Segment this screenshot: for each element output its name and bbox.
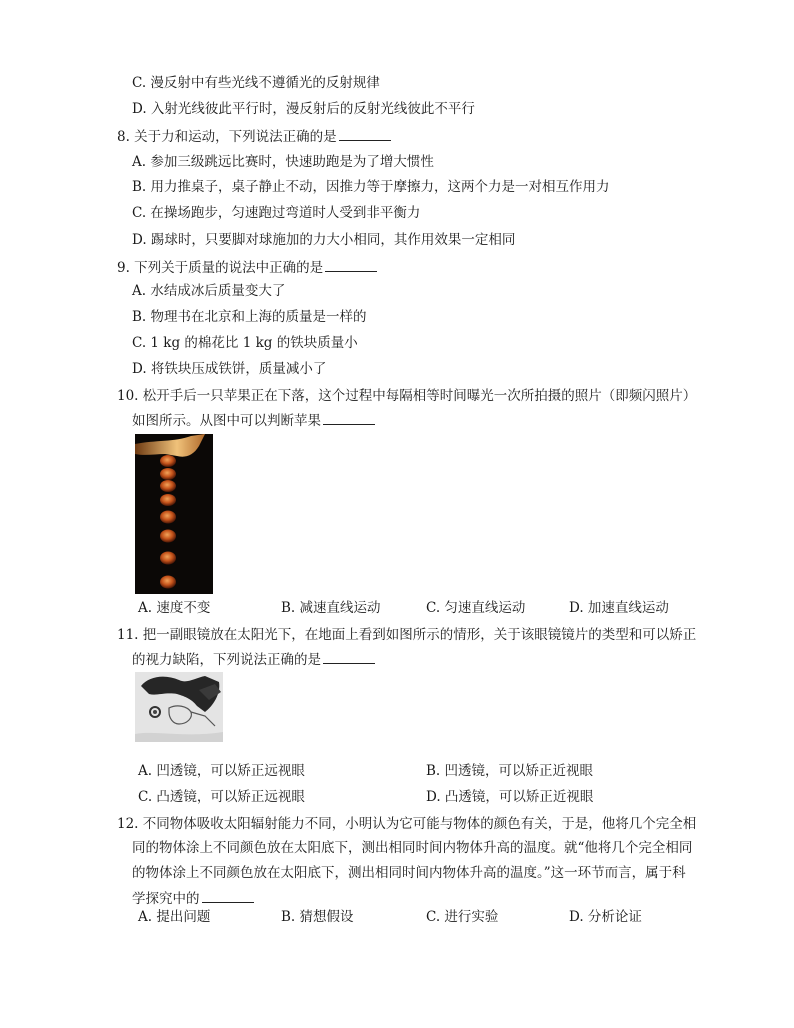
q9-option-a: A. 水结成冰后质量变大了: [132, 283, 286, 299]
q10-stem-line1: 10. 松开手后一只苹果正在下落，这个过程中每隔相等时间曝光一次所拍摄的照片（即频闪照片）: [117, 388, 697, 404]
q11-stem-line1: 11. 把一副眼镜放在太阳光下，在地面上看到如图所示的情形，关于该眼镜镜片的类型和可以矫正: [117, 627, 697, 643]
q12-stem-line3: 的物体涂上不同颜色放在太阳底下，测出相同时间内物体升高的温度。”这一环节而言，属于科: [132, 865, 686, 881]
q10-stem-text: 如图所示。从图中可以判断苹果: [132, 413, 321, 429]
q11-stem-line2: [132, 650, 375, 669]
q8-option-b: B. 用力推桌子，桌子静止不动，因推力等于摩擦力，这两个力是一对相互作用力: [132, 179, 610, 195]
q11-option-d: D. 凸透镜，可以矫正近视眼: [426, 789, 594, 805]
answer-blank: [323, 411, 375, 425]
q8-option-a: A. 参加三级跳远比赛时，快速助跑是为了增大惯性: [132, 154, 434, 170]
q7-option-d: D. 入射光线彼此平行时，漫反射后的反射光线彼此不平行: [132, 101, 475, 117]
q12-stem-text: 学探究中的: [132, 891, 200, 907]
q11-option-c: C. 凸透镜，可以矫正远视眼: [138, 789, 305, 805]
q8-stem: [117, 127, 391, 146]
q9-stem-text: 9. 下列关于质量的说法中正确的是: [117, 260, 324, 276]
q11-option-a: A. 凹透镜，可以矫正远视眼: [138, 763, 305, 779]
apple-photo-graphic: [135, 434, 213, 594]
glasses-shadow-photo: [135, 672, 223, 742]
q10-stem-line2: [132, 411, 375, 430]
q11-options-row2: [138, 788, 698, 806]
q10-option-d: D. 加速直线运动: [569, 600, 669, 616]
q10-option-b: B. 减速直线运动: [281, 600, 381, 616]
q12-stem-line2: 同的物体涂上不同颜色放在太阳底下，测出相同时间内物体升高的温度。就“他将几个完全相同: [132, 840, 693, 856]
q12-stem-line1: 12. 不同物体吸收太阳辐射能力不同，小明认为它可能与物体的颜色有关，于是，他将几个完全相: [117, 816, 697, 832]
q9-stem: [117, 258, 377, 277]
q12-option-d: D. 分析论证: [569, 909, 642, 925]
answer-blank: [325, 258, 377, 272]
q12-option-c: C. 进行实验: [426, 909, 499, 925]
q12-option-a: A. 提出问题: [138, 909, 211, 925]
q9-option-d: D. 将铁块压成铁饼，质量减小了: [132, 361, 327, 377]
falling-apple-strobe-photo: [135, 434, 213, 594]
q12-options: [138, 908, 698, 926]
q9-option-b: B. 物理书在北京和上海的质量是一样的: [132, 309, 367, 325]
q7-option-c: C. 漫反射中有些光线不遵循光的反射规律: [132, 75, 380, 91]
q10-option-c: C. 匀速直线运动: [426, 600, 526, 616]
answer-blank: [323, 650, 375, 664]
q12-option-b: B. 猜想假设: [281, 909, 354, 925]
q8-option-c: C. 在操场跑步，匀速跑过弯道时人受到非平衡力: [132, 205, 421, 221]
glasses-shadow-graphic: [135, 672, 223, 742]
q11-option-b: B. 凹透镜，可以矫正近视眼: [426, 763, 594, 779]
q8-stem-text: 8. 关于力和运动，下列说法正确的是: [117, 129, 337, 145]
q8-option-d: D. 踢球时，只要脚对球施加的力大小相同，其作用效果一定相同: [132, 232, 516, 248]
q10-options: [138, 599, 698, 617]
q9-option-c: C. 1 kg 的棉花比 1 kg 的铁块质量小: [132, 335, 358, 351]
q11-options-row1: [138, 762, 698, 780]
answer-blank: [339, 127, 391, 141]
q12-stem-line4: [132, 889, 254, 908]
q11-stem-text: 的视力缺陷，下列说法正确的是: [132, 652, 321, 668]
answer-blank: [202, 889, 254, 903]
q10-option-a: A. 速度不变: [138, 600, 211, 616]
